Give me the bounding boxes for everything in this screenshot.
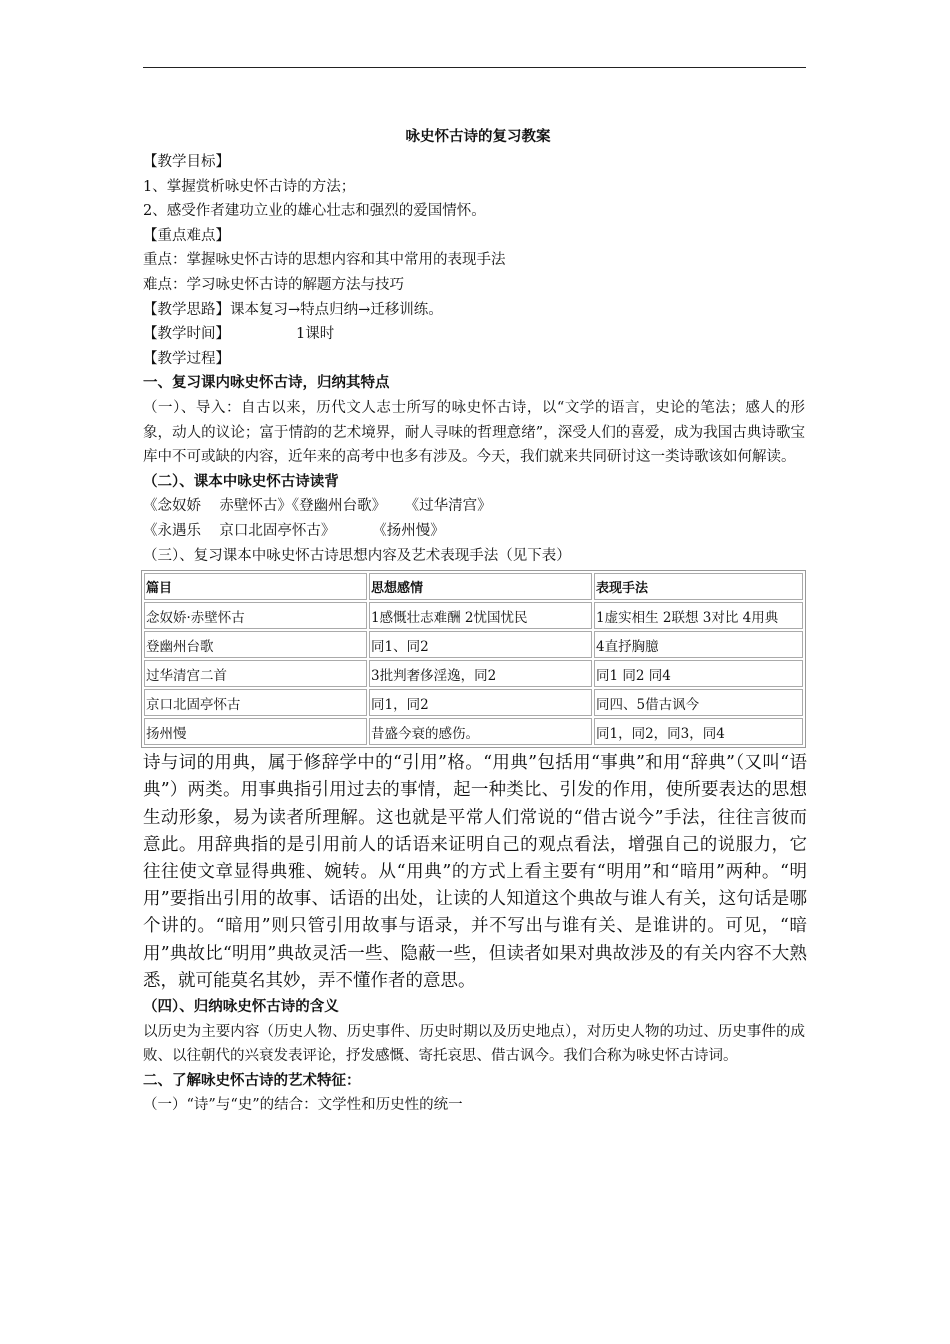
section-2-heading: 二、了解咏史怀古诗的艺术特征： bbox=[143, 1072, 361, 1089]
subsection-2-1-heading: （一）“诗”与“史”的结合：文学性和历史性的统一 bbox=[143, 1097, 463, 1114]
goal-item-2: 2、感受作者建功立业的雄心壮志和强烈的爱国情怀。 bbox=[143, 203, 486, 220]
table-cell: 1感慨壮志难酬 2忧国忧民 bbox=[369, 602, 592, 629]
table-cell: 登幽州台歌 bbox=[144, 631, 367, 658]
teaching-time bbox=[143, 322, 813, 347]
table-header-row bbox=[144, 573, 803, 600]
table-header-cell: 篇目 bbox=[144, 573, 367, 600]
table-header-cell: 表现手法 bbox=[594, 573, 803, 600]
poem-list-1: 《念奴娇 赤壁怀古》《登幽州台歌》 《过华清宫》 bbox=[143, 498, 492, 515]
table-row bbox=[144, 660, 803, 687]
poem-analysis-table bbox=[141, 570, 806, 748]
table-cell: 扬州慢 bbox=[144, 718, 367, 745]
table-cell: 过华清宫二首 bbox=[144, 660, 367, 687]
table-cell: 同1 同2 同4 bbox=[594, 660, 803, 687]
process-heading: 【教学过程】 bbox=[143, 350, 230, 367]
table-cell: 同1，同2，同3，同4 bbox=[594, 718, 803, 745]
table-cell: 京口北固亭怀古 bbox=[144, 689, 367, 716]
subsection-2-heading: （二）、课本中咏史怀古诗读背 bbox=[143, 473, 339, 490]
goal-heading: 【教学目标】 bbox=[143, 154, 230, 170]
difficult-point: 难点：学习咏史怀古诗的解题方法与技巧 bbox=[143, 276, 404, 293]
allusion-paragraph: 诗与词的用典，属于修辞学中的“引用”格。“用典”包括用“事典”和用“辞典”（又叫“语典”）两类。用事典指引用过去的事情，起一种类比、引发的作用，使所要表达的思想生动形象，易为读者所理解。这也就是平常人们常说的“借古说今”手法，往往言彼而意此。用辞典指的是引用前人的话语来证明自己的观点看法，增强自己的说服力，它往往使文章显得典雅、婉转。从“用典”的方式上看主要有“明用”和“暗用”两种。“明用”要指出引用的故事、话语的出处，让读的人知道这个典故与谁人有关，这句话是哪个讲的。“暗用”则只管引用故事与语录，并不写出与谁有关、是谁讲的。可见，“暗用”典故比“明用”典故灵活一些、隐蔽一些，但读者如果对典故涉及的有关内容不大熟悉，就可能莫名其妙，弄不懂作者的意思。 bbox=[143, 753, 807, 991]
table-cell: 同1、同2 bbox=[369, 631, 592, 658]
section-1-heading: 一、复习课内咏史怀古诗，归纳其特点 bbox=[143, 375, 390, 392]
goal-item-1: 1、掌握赏析咏史怀古诗的方法； bbox=[143, 178, 356, 195]
time-value: 1课时 bbox=[296, 326, 335, 343]
intro-paragraph: （一）、导入：自古以来，历代文人志士所写的咏史怀古诗，以“文学的语言，史论的笔法；感人的形象，动人的议论；富于情韵的艺术境界，耐人寻味的哲理意绪”，深受人们的喜爱，成为我国古典诗歌宝库中不可或缺的内容，近年来的高考中也多有涉及。今天，我们就来共同研讨这一类诗歌该如何解读。 bbox=[143, 399, 805, 466]
teaching-idea: 【教学思路】课本复习→特点归纳→迁移训练。 bbox=[143, 301, 443, 318]
document-title: 咏史怀古诗的复习教案 bbox=[405, 129, 551, 145]
table-row bbox=[144, 631, 803, 658]
subsection-3-heading: （三）、复习课本中咏史怀古诗思想内容及艺术表现手法（见下表） bbox=[143, 547, 571, 564]
header-rule bbox=[143, 67, 806, 68]
subsection-4-heading: （四）、归纳咏史怀古诗的含义 bbox=[143, 998, 339, 1015]
table-cell: 3批判奢侈淫逸，同2 bbox=[369, 660, 592, 687]
table-cell: 同1，同2 bbox=[369, 689, 592, 716]
poem-list-2: 《永遇乐 京口北固亭怀古》 《扬州慢》 bbox=[143, 522, 445, 539]
key-heading: 【重点难点】 bbox=[143, 227, 230, 244]
table-header-cell: 思想感情 bbox=[369, 573, 592, 600]
table-cell: 同四、5借古讽今 bbox=[594, 689, 803, 716]
table-cell: 4直抒胸臆 bbox=[594, 631, 803, 658]
table-row bbox=[144, 602, 803, 629]
key-point: 重点：掌握咏史怀古诗的思想内容和其中常用的表现手法 bbox=[143, 252, 506, 269]
time-label: 【教学时间】 bbox=[143, 326, 230, 343]
table-cell: 1虚实相生 2联想 3对比 4用典 bbox=[594, 602, 803, 629]
document-body bbox=[143, 124, 813, 1118]
table-row bbox=[144, 689, 803, 716]
meaning-paragraph: 以历史为主要内容（历史人物、历史事件、历史时期以及历史地点），对历史人物的功过、历史事件的成败、以往朝代的兴衰发表评论，抒发感慨、寄托哀思、借古讽今。我们合称为咏史怀古诗词。 bbox=[143, 1023, 805, 1065]
table-cell: 昔盛今衰的感伤。 bbox=[369, 718, 592, 745]
table-row bbox=[144, 718, 803, 745]
table-cell: 念奴娇·赤壁怀古 bbox=[144, 602, 367, 629]
